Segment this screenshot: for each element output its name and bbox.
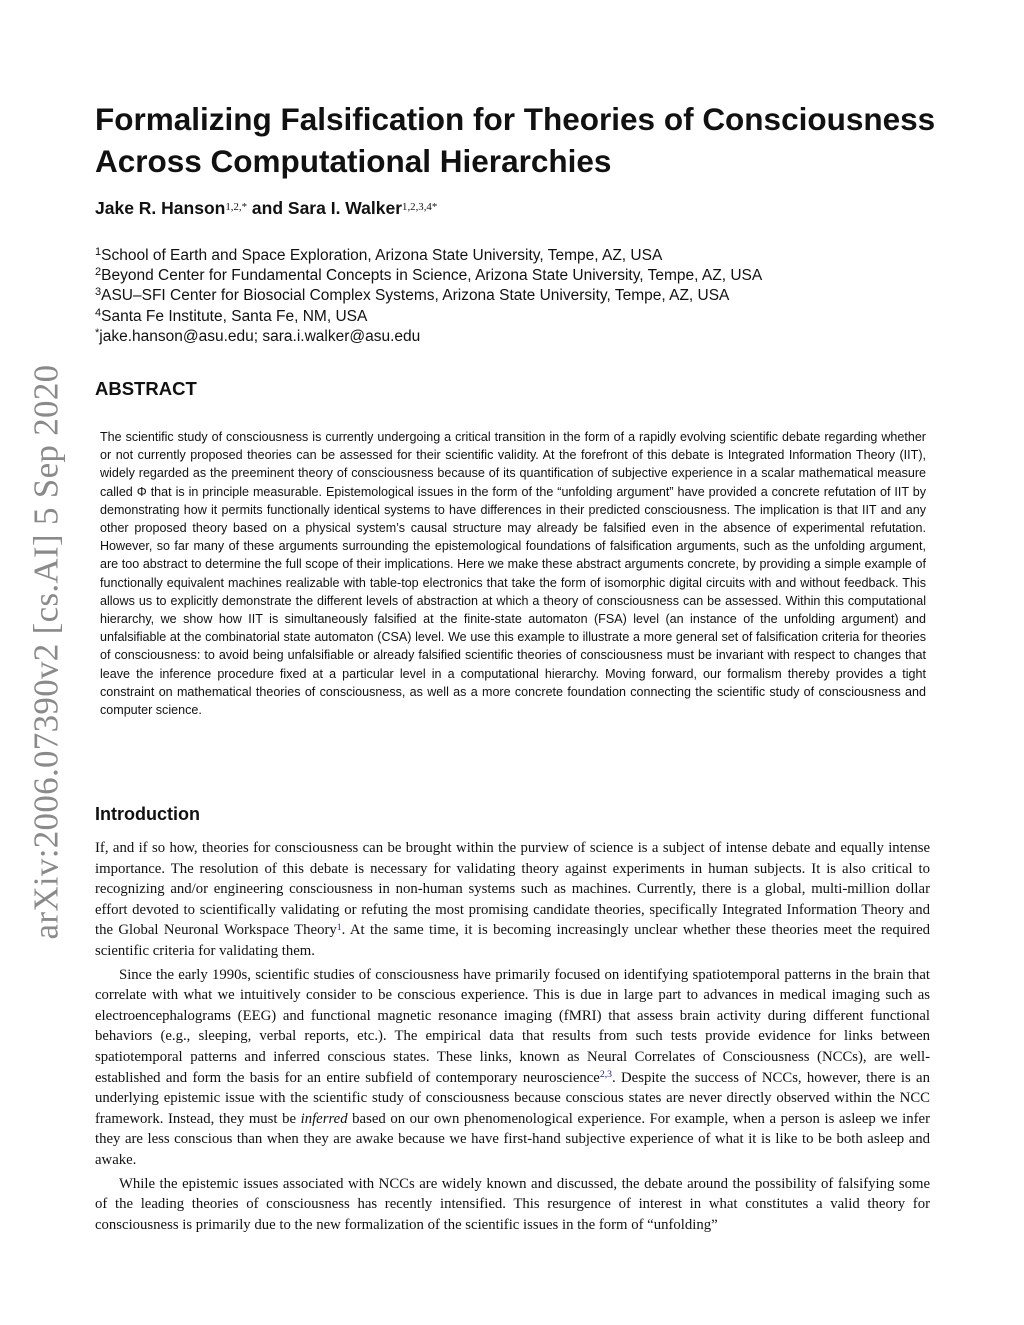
intro-paragraph	[95, 1174, 930, 1236]
citation-link[interactable]: 2,3	[599, 1068, 613, 1080]
citation-link[interactable]: 1	[336, 921, 342, 933]
contact-email-item	[95, 327, 955, 347]
affiliation-list	[95, 246, 955, 347]
contact-emails[interactable]: jake.hanson@asu.edu; sara.i.walker@asu.edu	[99, 327, 421, 345]
affiliation-text: Santa Fe Institute, Santa Fe, NM, USA	[101, 307, 368, 325]
intro-paragraph-text: If, and if so how, theories for consciousness can be brought within the purview of science is a subject of intense debate and equally intense importance. The resolution of this debate is necessary for validating theory against experiments in human subjects. It is also critical to recognizing and/or engineering consciousness in non-human systems such as machines. Currently, there is a global, multi-million dollar effort devoted to scientifically validating or refuting the most promising candidate theories, specifically Integrated Information Theory and the Global Neuronal Workspace Theory	[95, 840, 930, 939]
affiliation-item	[95, 286, 955, 306]
intro-paragraph-text: . Despite the success of NCCs, however, there is an underlying epistemic issue with the scientific study of consciousness because conscious states are never directly observed within the NCC framework. Instead, they must be	[95, 1069, 930, 1127]
affiliation-text: School of Earth and Space Exploration, Arizona State University, Tempe, AZ, USA	[101, 247, 663, 264]
affiliation-item	[95, 266, 955, 286]
affiliation-mark: 4	[95, 306, 102, 319]
emphasized-word: inferred	[300, 1110, 348, 1127]
intro-paragraph-text: Since the early 1990s, scientific studies of consciousness have primarily focused on identifying spatiotemporal patterns in the brain that correlate with what we intuitively consider to be conscious experience. This is due in large part to advances in medical imaging such as electroencephalograms (EEG) and functional magnetic resonance imaging (fMRI) that assess brain activity during different functional behaviors (e.g., sleeping, verbal reports, etc.). The empirical data that results from such tests provide evidence for links between spatiotemporal patterns and inferred conscious states. These links, known as Neural Correlates of Consciousness (NCCs), are well-established and form the basis for an entire subfield of contemporary neuroscience	[95, 966, 930, 1086]
intro-paragraph	[95, 965, 930, 1171]
affiliation-mark: 3	[95, 286, 102, 299]
abstract-body: The scientific study of consciousness is currently undergoing a critical transition in the form of a rapidly evolving scientific debate regarding whether or not currently proposed theories can be assessed for their scientific validity. At the forefront of this debate is Integrated Information Theory (IIT), widely regarded as the preeminent theory of consciousness because of its quantification of subjective experience in a scalar mathematical measure called Φ that is in principle measurable. Epistemological issues in the form of the “unfolding argument” have provided a concrete refutation of IIT by demonstrating how it permits functionally identical systems to have differences in their predicted consciousness. The implication is that IIT and any other proposed theory based on a physical system’s causal structure may already be falsified even in the absence of experimental refutation. However, so far many of these arguments surrounding the epistemological foundations of falsification arguments, such as the unfolding argument, are too abstract to determine the full scope of their implications. Here we make these abstract arguments concrete, by providing a simple example of functionally equivalent machines realizable with table-top electronics that take the form of isomorphic digital circuits with and without feedback. This allows us to explicitly demonstrate the different levels of abstraction at which a theory of consciousness can be assessed. Within this computational hierarchy, we show how IIT is simultaneously falsified at the finite-state automaton (FSA) level (an instance of the unfolding argument) and unfalsifiable at the combinatorial state automaton (CSA) level. We use this example to illustrate a more general set of falsification criteria for theories of consciousness: to avoid being unfalsifiable or already falsified scientific theories of consciousness must be invariant with respect to changes that leave the inference procedure fixed at a particular level in a computational hierarchy. Moving forward, our formalism thereby provides a tight constraint on mathematical theories of consciousness, as well as a more concrete foundation connecting the scientific study of consciousness and computer science.	[100, 430, 926, 718]
affiliation-mark: 1	[95, 246, 102, 259]
arxiv-identifier-stamp	[18, 364, 74, 940]
intro-paragraph-text: While the epistemic issues associated with NCCs are widely known and discussed, the debate around the possibility of falsifying some of the leading theories of consciousness has recently intensified. This resurgence of interest in what constitutes a valid theory for consciousness is primarily due to the new formalization of the scientific issues in the form of “unfolding”	[95, 1175, 930, 1233]
author-name: Sara I. Walker	[287, 198, 403, 218]
author-name: Jake R. Hanson	[95, 198, 226, 218]
arxiv-identifier-text: arXiv:2006.07390v2 [cs.AI] 5 Sep 2020	[26, 364, 66, 940]
affiliation-item	[95, 307, 955, 327]
intro-paragraph-text: based on our own phenomenological experience. For example, when a person is asleep we infer they are less conscious than when they are awake because we have first-hand subjective experience of what it is like to be both asleep and awake.	[95, 1110, 930, 1168]
introduction-body	[95, 838, 930, 1235]
intro-paragraph-text: . At the same time, it is becoming increasingly unclear whether these theories meet the required scientific criteria for validating them.	[95, 922, 931, 959]
author-connector: and	[251, 198, 284, 218]
abstract-heading: ABSTRACT	[95, 378, 197, 399]
affiliation-mark: 2	[95, 266, 102, 279]
author-affiliation-marks: 1,2,*	[225, 201, 248, 214]
author-line	[95, 198, 437, 219]
introduction-heading: Introduction	[95, 804, 200, 824]
author-affiliation-marks: 1,2,3,4*	[402, 201, 438, 214]
affiliation-text: ASU–SFI Center for Biosocial Complex Systems, Arizona State University, Tempe, AZ, USA	[101, 287, 730, 305]
affiliation-mark: *	[95, 326, 100, 339]
intro-paragraph	[95, 838, 930, 962]
affiliation-item	[95, 246, 955, 266]
paper-title: Formalizing Falsification for Theories of Consciousness Across Computational Hierarchies	[95, 101, 936, 179]
affiliation-text: Beyond Center for Fundamental Concepts in Science, Arizona State University, Tempe, AZ, USA	[101, 267, 763, 285]
